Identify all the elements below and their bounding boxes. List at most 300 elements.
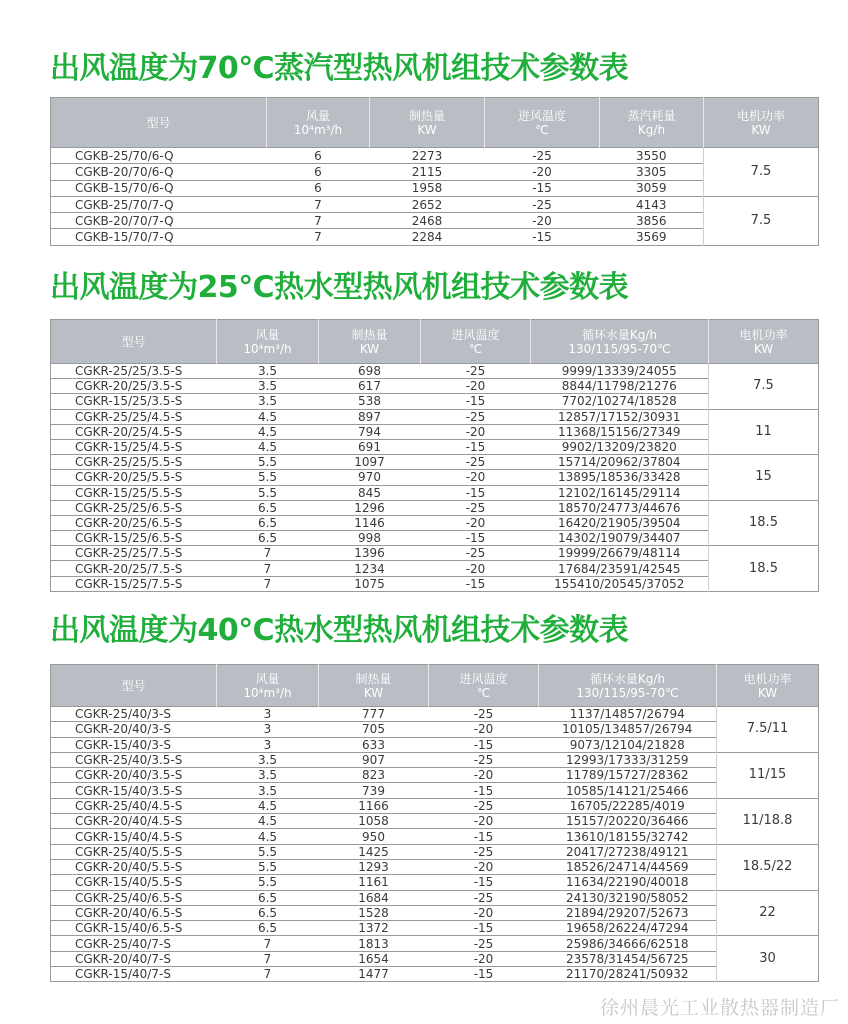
consumption-cell: 11368/15156/27349 [531,424,709,439]
inlet-temp-cell: -25 [429,707,539,722]
model-cell: CGKR-25/25/6.5-S [51,500,217,515]
heat-cell: 777 [319,707,429,722]
table-row [51,905,819,920]
table-row [51,485,819,500]
motor-power-cell: 11/18.8 [717,798,819,844]
heat-cell: 1477 [319,967,429,982]
header-text-line: 循环水量Kg/h [589,671,666,686]
model-cell: CGKR-20/40/7-S [51,951,217,966]
table-row [51,707,819,722]
manufacturer-watermark: 徐州晨光工业散热器制造厂 [599,997,840,1019]
heat-cell: 2284 [370,229,485,245]
table-1-title: 出风温度为70℃蒸汽型热风机组技术参数表 [50,51,629,86]
model-cell: CGKR-15/40/4.5-S [51,829,217,844]
table-row [51,967,819,982]
model-cell: CGKR-20/40/3.5-S [51,768,217,783]
heat-cell: 907 [319,752,429,767]
inlet-temp-cell: -20 [421,424,531,439]
airflow-cell: 3.5 [217,783,319,798]
airflow-cell: 7 [217,951,319,966]
consumption-cell: 1137/14857/26794 [539,707,717,722]
airflow-cell: 7 [267,213,370,229]
heat-cell: 845 [319,485,421,500]
airflow-cell: 4.5 [217,814,319,829]
model-cell: CGKR-20/40/4.5-S [51,814,217,829]
table-row [51,752,819,767]
airflow-cell: 7 [217,936,319,951]
heat-cell: 1146 [319,515,421,530]
header-text-line: 进风温度 [459,671,508,686]
inlet-temp-cell: -15 [485,180,600,196]
consumption-cell: 3856 [600,213,704,229]
water-40-spec-table [50,664,819,982]
motor-power-cell: 18.5/22 [717,844,819,890]
model-cell: CGKR-20/25/3.5-S [51,379,217,394]
water-25-spec-table [50,319,819,592]
model-cell: CGKR-15/25/5.5-S [51,485,217,500]
header-consumption [539,665,717,707]
table-row [51,576,819,591]
header-text-line: 循环水量Kg/h [581,327,658,342]
inlet-temp-cell: -25 [421,546,531,561]
header-text-line: 电机功率 [739,327,788,342]
model-cell: CGKR-15/40/6.5-S [51,921,217,936]
consumption-cell: 18570/24773/44676 [531,500,709,515]
inlet-temp-cell: -15 [429,921,539,936]
header-text-line: KW [417,122,437,137]
consumption-cell: 9902/13209/23820 [531,439,709,454]
header-text-line: 制热量 [351,327,388,342]
model-cell: CGKB-20/70/7-Q [51,213,267,229]
model-cell: CGKR-15/40/3.5-S [51,783,217,798]
table-row [51,180,819,196]
heat-cell: 2115 [370,164,485,180]
table-row [51,364,819,379]
consumption-cell: 20417/27238/49121 [539,844,717,859]
header-text-line: 130/115/95-70℃ [576,685,679,700]
airflow-cell: 6.5 [217,890,319,905]
airflow-cell: 4.5 [217,409,319,424]
header-text-line: 10⁴m³/h [243,685,292,700]
consumption-cell: 12102/16145/29114 [531,485,709,500]
heat-cell: 1958 [370,180,485,196]
header-text-line: 风量 [255,671,280,686]
table-row [51,768,819,783]
inlet-temp-cell: -25 [485,196,600,212]
inlet-temp-cell: -20 [421,561,531,576]
consumption-cell: 155410/20545/37052 [531,576,709,591]
inlet-temp-cell: -20 [429,951,539,966]
table-row [51,455,819,470]
model-cell: CGKR-20/25/7.5-S [51,561,217,576]
model-cell: CGKR-15/40/5.5-S [51,875,217,890]
inlet-temp-cell: -25 [421,409,531,424]
motor-power-cell: 7.5 [704,148,819,197]
consumption-cell: 11634/22190/40018 [539,875,717,890]
consumption-cell: 16705/22285/4019 [539,798,717,813]
airflow-cell: 5.5 [217,844,319,859]
header-motor-power [717,665,819,707]
model-cell: CGKR-20/25/5.5-S [51,470,217,485]
inlet-temp-cell: -25 [429,798,539,813]
inlet-temp-cell: -25 [421,500,531,515]
inlet-temp-cell: -20 [429,768,539,783]
heat-cell: 2468 [370,213,485,229]
airflow-cell: 3.5 [217,364,319,379]
model-cell: CGKR-15/25/7.5-S [51,576,217,591]
header-text-line: 进风温度 [451,327,500,342]
table-row [51,798,819,813]
consumption-cell: 8844/11798/21276 [531,379,709,394]
table-row [51,531,819,546]
airflow-cell: 7 [217,561,319,576]
inlet-temp-cell: -15 [429,967,539,982]
airflow-cell: 6 [267,148,370,164]
consumption-cell: 18526/24714/44569 [539,859,717,874]
consumption-cell: 13610/18155/32742 [539,829,717,844]
heat-cell: 1372 [319,921,429,936]
header-text-line: 130/115/95-70℃ [568,341,671,356]
header-consumption [600,98,704,148]
header-airflow [217,665,319,707]
table-row [51,424,819,439]
model-cell: CGKR-25/25/4.5-S [51,409,217,424]
consumption-cell: 3550 [600,148,704,164]
inlet-temp-cell: -25 [429,844,539,859]
airflow-cell: 5.5 [217,875,319,890]
model-cell: CGKR-25/25/3.5-S [51,364,217,379]
table-row [51,844,819,859]
header-text-line: Kg/h [637,122,666,137]
table-row [51,164,819,180]
table-2-title: 出风温度为25℃热水型热风机组技术参数表 [50,270,629,305]
header-text-line: 型号 [121,334,146,349]
inlet-temp-cell: -20 [429,814,539,829]
heat-cell: 617 [319,379,421,394]
header-text-line: 进风温度 [517,108,566,123]
inlet-temp-cell: -25 [485,148,600,164]
heat-cell: 1234 [319,561,421,576]
inlet-temp-cell: -25 [429,890,539,905]
header-text-line: KW [757,685,778,700]
motor-power-cell: 7.5 [704,196,819,245]
model-cell: CGKR-20/40/5.5-S [51,859,217,874]
table-row [51,196,819,212]
airflow-cell: 4.5 [217,829,319,844]
heat-cell: 1097 [319,455,421,470]
table-row [51,951,819,966]
table-row [51,213,819,229]
model-cell: CGKR-25/40/6.5-S [51,890,217,905]
inlet-temp-cell: -15 [429,783,539,798]
model-cell: CGKB-25/70/6-Q [51,148,267,164]
inlet-temp-cell: -15 [429,737,539,752]
header-inlet-temp [421,320,531,364]
header-text-line: 型号 [146,115,171,130]
inlet-temp-cell: -15 [429,875,539,890]
heat-cell: 2273 [370,148,485,164]
motor-power-cell: 30 [717,936,819,982]
heat-cell: 1058 [319,814,429,829]
heat-cell: 1075 [319,576,421,591]
table-row [51,439,819,454]
model-cell: CGKR-15/40/3-S [51,737,217,752]
consumption-cell: 3569 [600,229,704,245]
model-cell: CGKR-20/25/4.5-S [51,424,217,439]
model-cell: CGKR-20/40/6.5-S [51,905,217,920]
heat-cell: 739 [319,783,429,798]
table-row [51,148,819,164]
consumption-cell: 9999/13339/24055 [531,364,709,379]
model-cell: CGKB-15/70/6-Q [51,180,267,196]
table-row [51,814,819,829]
header-motor-power [709,320,819,364]
motor-power-cell: 11 [709,409,819,455]
airflow-cell: 7 [217,546,319,561]
header-heating [319,665,429,707]
heat-cell: 705 [319,722,429,737]
model-cell: CGKB-15/70/7-Q [51,229,267,245]
airflow-cell: 4.5 [217,439,319,454]
airflow-cell: 6.5 [217,500,319,515]
table-row [51,722,819,737]
inlet-temp-cell: -20 [485,164,600,180]
motor-power-cell: 22 [717,890,819,936]
airflow-cell: 7 [267,229,370,245]
airflow-cell: 3.5 [217,394,319,409]
airflow-cell: 3.5 [217,768,319,783]
airflow-cell: 5.5 [217,485,319,500]
inlet-temp-cell: -20 [429,859,539,874]
airflow-cell: 5.5 [217,470,319,485]
model-cell: CGKR-20/25/6.5-S [51,515,217,530]
table-row [51,379,819,394]
heat-cell: 1396 [319,546,421,561]
inlet-temp-cell: -15 [421,394,531,409]
heat-cell: 538 [319,394,421,409]
consumption-cell: 7702/10274/18528 [531,394,709,409]
airflow-cell: 4.5 [217,798,319,813]
heat-cell: 998 [319,531,421,546]
heat-cell: 823 [319,768,429,783]
motor-power-cell: 15 [709,455,819,501]
header-text-line: 风量 [255,327,280,342]
motor-power-cell: 7.5 [709,364,819,410]
consumption-cell: 3305 [600,164,704,180]
model-cell: CGKR-25/40/3.5-S [51,752,217,767]
steam-spec-table [50,97,819,246]
consumption-cell: 24130/32190/58052 [539,890,717,905]
model-cell: CGKR-25/40/5.5-S [51,844,217,859]
consumption-cell: 16420/21905/39504 [531,515,709,530]
airflow-cell: 6.5 [217,905,319,920]
model-cell: CGKR-15/25/4.5-S [51,439,217,454]
model-cell: CGKR-25/25/5.5-S [51,455,217,470]
consumption-cell: 10105/134857/26794 [539,722,717,737]
table-row [51,409,819,424]
inlet-temp-cell: -20 [429,722,539,737]
model-cell: CGKR-20/40/3-S [51,722,217,737]
inlet-temp-cell: -15 [421,439,531,454]
airflow-cell: 3.5 [217,752,319,767]
table-row [51,859,819,874]
table-row [51,515,819,530]
consumption-cell: 3059 [600,180,704,196]
model-cell: CGKB-25/70/7-Q [51,196,267,212]
airflow-cell: 5.5 [217,455,319,470]
airflow-cell: 5.5 [217,859,319,874]
header-inlet-temp [429,665,539,707]
header-text-line: 型号 [121,678,146,693]
table-row [51,500,819,515]
airflow-cell: 6 [267,180,370,196]
heat-cell: 1293 [319,859,429,874]
consumption-cell: 21170/28241/50932 [539,967,717,982]
consumption-cell: 14302/19079/34407 [531,531,709,546]
airflow-cell: 6.5 [217,921,319,936]
motor-power-cell: 18.5 [709,546,819,592]
consumption-cell: 11789/15727/28362 [539,768,717,783]
header-text-line: 蒸汽耗量 [627,108,676,123]
consumption-cell: 15157/20220/36466 [539,814,717,829]
inlet-temp-cell: -15 [429,829,539,844]
heat-cell: 691 [319,439,421,454]
inlet-temp-cell: -20 [421,379,531,394]
header-model [51,665,217,707]
consumption-cell: 19999/26679/48114 [531,546,709,561]
motor-power-cell: 18.5 [709,500,819,546]
consumption-cell: 4143 [600,196,704,212]
header-airflow [267,98,370,148]
table-row [51,561,819,576]
heat-cell: 897 [319,409,421,424]
model-cell: CGKR-15/25/3.5-S [51,394,217,409]
header-text-line: KW [363,685,384,700]
header-inlet-temp [485,98,600,148]
heat-cell: 2652 [370,196,485,212]
model-cell: CGKR-25/40/7-S [51,936,217,951]
inlet-temp-cell: -25 [421,455,531,470]
consumption-cell: 12993/17333/31259 [539,752,717,767]
header-text-line: ℃ [476,685,491,700]
table-row [51,921,819,936]
header-text-line: 风量 [305,108,330,123]
inlet-temp-cell: -15 [421,531,531,546]
consumption-cell: 19658/26224/47294 [539,921,717,936]
consumption-cell: 13895/18536/33428 [531,470,709,485]
consumption-cell: 9073/12104/21828 [539,737,717,752]
model-cell: CGKR-25/40/3-S [51,707,217,722]
consumption-cell: 17684/23591/42545 [531,561,709,576]
header-text-line: 制热量 [408,108,445,123]
table-row [51,783,819,798]
airflow-cell: 6.5 [217,531,319,546]
table-row [51,829,819,844]
header-text-line: 10⁴m³/h [243,341,292,356]
header-text-line: KW [753,341,774,356]
motor-power-cell: 7.5/11 [717,707,819,753]
header-text-line: KW [359,341,380,356]
airflow-cell: 7 [217,967,319,982]
table-row [51,936,819,951]
consumption-cell: 25986/34666/62518 [539,936,717,951]
airflow-cell: 3 [217,737,319,752]
header-text-line: 电机功率 [743,671,792,686]
heat-cell: 1813 [319,936,429,951]
model-cell: CGKR-15/25/6.5-S [51,531,217,546]
header-model [51,320,217,364]
header-text-line: ℃ [535,122,549,137]
consumption-cell: 21894/29207/52673 [539,905,717,920]
model-cell: CGKR-25/25/7.5-S [51,546,217,561]
header-consumption [531,320,709,364]
inlet-temp-cell: -15 [485,229,600,245]
table-row [51,890,819,905]
inlet-temp-cell: -25 [429,752,539,767]
inlet-temp-cell: -15 [421,485,531,500]
header-airflow [217,320,319,364]
inlet-temp-cell: -15 [421,576,531,591]
heat-cell: 794 [319,424,421,439]
table-row [51,470,819,485]
heat-cell: 698 [319,364,421,379]
header-heating [319,320,421,364]
heat-cell: 950 [319,829,429,844]
header-text-line: 10⁴m³/h [293,122,343,137]
header-text-line: 制热量 [355,671,392,686]
heat-cell: 1166 [319,798,429,813]
heat-cell: 1296 [319,500,421,515]
heat-cell: 1528 [319,905,429,920]
table-row [51,546,819,561]
header-motor-power [704,98,819,148]
heat-cell: 1684 [319,890,429,905]
table-row [51,875,819,890]
header-text-line: KW [751,122,771,137]
airflow-cell: 6 [267,164,370,180]
header-heating [370,98,485,148]
table-row [51,737,819,752]
airflow-cell: 4.5 [217,424,319,439]
airflow-cell: 3 [217,722,319,737]
heat-cell: 1161 [319,875,429,890]
table-row [51,394,819,409]
table-row [51,229,819,245]
header-text-line: ℃ [468,341,483,356]
airflow-cell: 3.5 [217,379,319,394]
inlet-temp-cell: -20 [421,470,531,485]
consumption-cell: 15714/20962/37804 [531,455,709,470]
inlet-temp-cell: -20 [421,515,531,530]
table-3-title: 出风温度为40℃热水型热风机组技术参数表 [50,613,629,648]
model-cell: CGKR-25/40/4.5-S [51,798,217,813]
inlet-temp-cell: -25 [421,364,531,379]
model-cell: CGKB-20/70/6-Q [51,164,267,180]
heat-cell: 1654 [319,951,429,966]
consumption-cell: 23578/31454/56725 [539,951,717,966]
motor-power-cell: 11/15 [717,752,819,798]
consumption-cell: 10585/14121/25466 [539,783,717,798]
model-cell: CGKR-15/40/7-S [51,967,217,982]
header-model [51,98,267,148]
heat-cell: 633 [319,737,429,752]
airflow-cell: 7 [267,196,370,212]
heat-cell: 1425 [319,844,429,859]
header-text-line: 电机功率 [736,108,785,123]
consumption-cell: 12857/17152/30931 [531,409,709,424]
airflow-cell: 3 [217,707,319,722]
inlet-temp-cell: -20 [429,905,539,920]
